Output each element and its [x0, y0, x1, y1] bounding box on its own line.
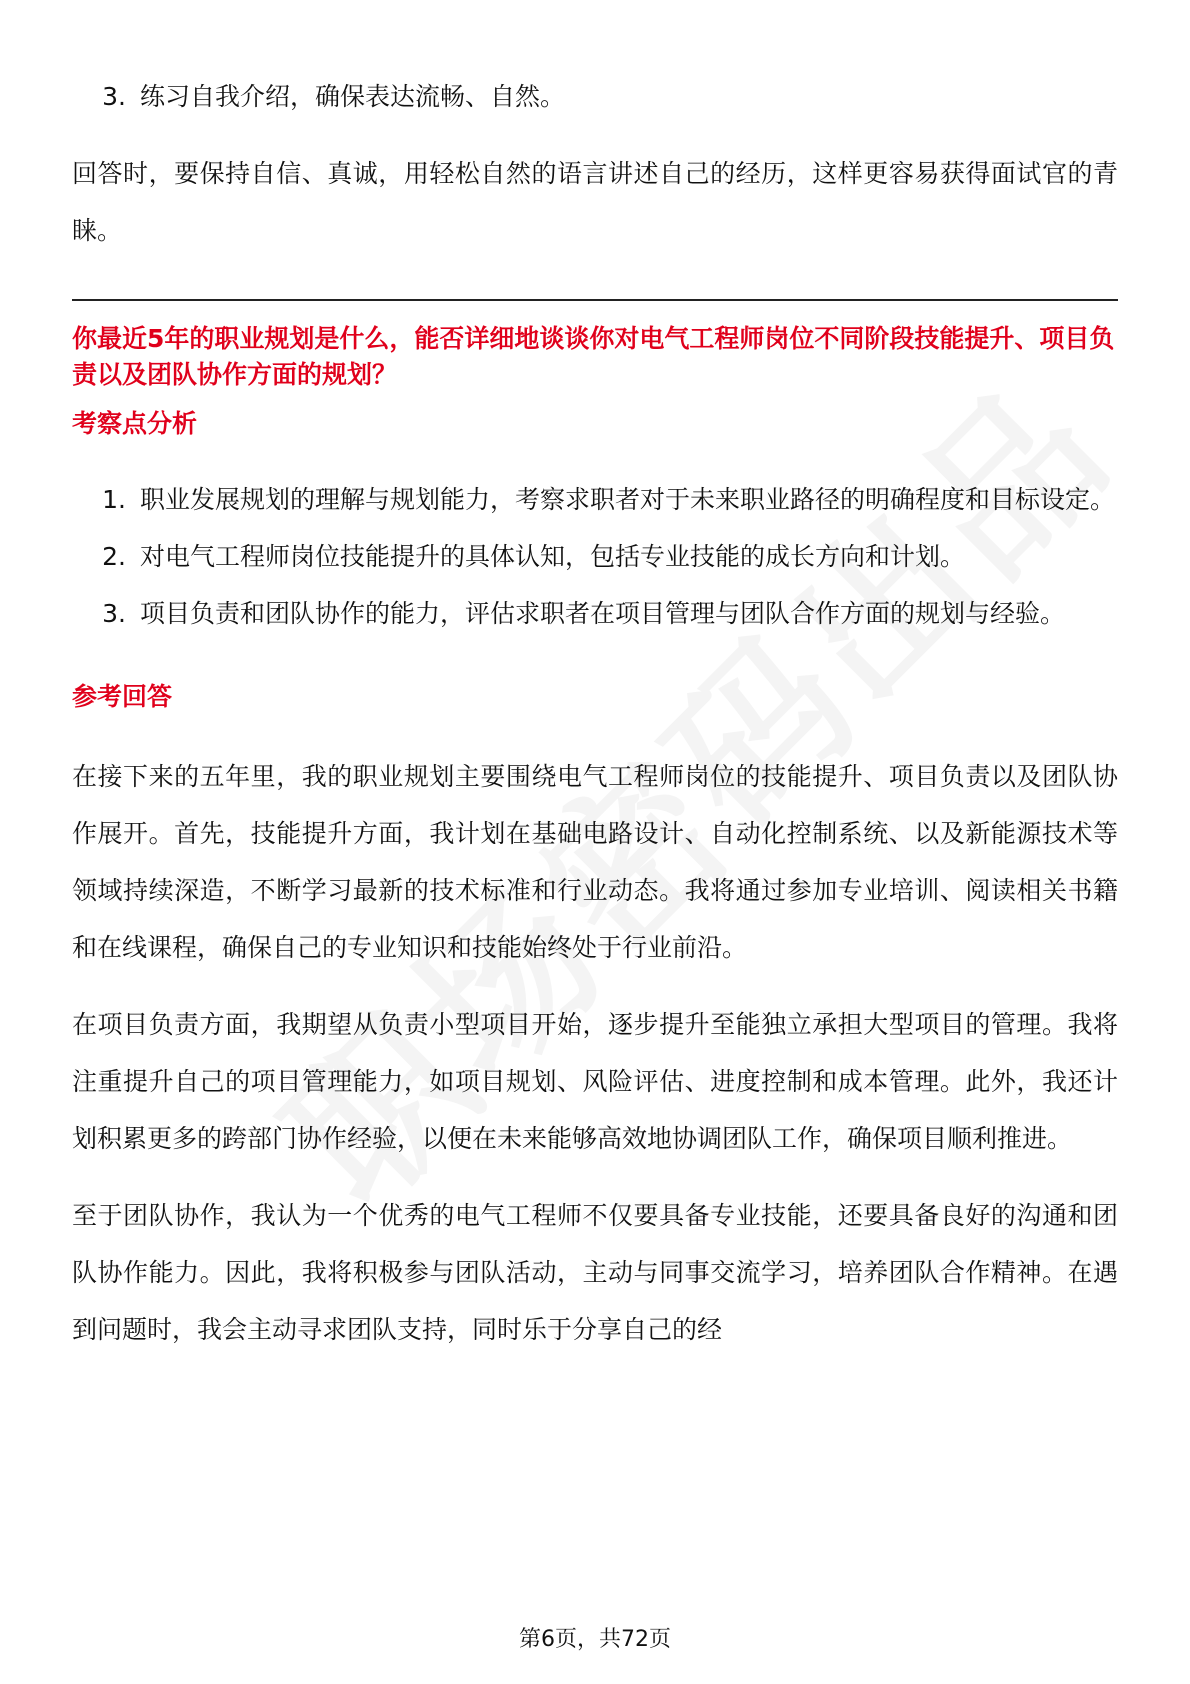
list-item-text: 职业发展规划的理解与规划能力，考察求职者对于未来职业路径的明确程度和目标设定。: [140, 485, 1116, 514]
list-item: [72, 585, 1118, 642]
page-content: [72, 68, 1118, 1358]
list-item: [72, 471, 1118, 528]
question-title: 你最近5年的职业规划是什么，能否详细地谈谈你对电气工程师岗位不同阶段技能提升、项目负责以及团队协作方面的规划？: [72, 324, 1115, 389]
reference-paragraph: 在项目负责方面，我期望从负责小型项目开始，逐步提升至能独立承担大型项目的管理。我将注重提升自己的项目管理能力，如项目规划、风险评估、进度控制和成本管理。此外，我还计划积累更多的跨部门协作经验，以便在未来能够高效地协调团队工作，确保项目顺利推进。: [72, 1010, 1118, 1153]
analysis-list: [72, 471, 1118, 642]
analysis-heading: 考察点分析: [72, 409, 198, 438]
page-number-footer: 第6页，共72页: [519, 1627, 671, 1652]
list-item-number: 2.: [102, 542, 126, 571]
list-item-number: 3.: [102, 599, 126, 628]
reference-heading: 参考回答: [72, 682, 173, 711]
list-item: [72, 68, 1118, 125]
answer-tip-paragraph: 回答时，要保持自信、真诚，用轻松自然的语言讲述自己的经历，这样更容易获得面试官的青睐。: [72, 159, 1118, 245]
reference-paragraph: 至于团队协作，我认为一个优秀的电气工程师不仅要具备专业技能，还要具备良好的沟通和团队协作能力。因此，我将积极参与团队活动，主动与同事交流学习，培养团队合作精神。在遇到问题时，我会主动寻求团队支持，同时乐于分享自己的经: [72, 1201, 1118, 1344]
list-item-text: 练习自我介绍，确保表达流畅、自然。: [140, 82, 566, 111]
list-item-number: 3.: [102, 82, 126, 111]
list-item-number: 1.: [102, 485, 126, 514]
list-item-text: 项目负责和团队协作的能力，评估求职者在项目管理与团队合作方面的规划与经验。: [140, 599, 1066, 628]
list-item: [72, 528, 1118, 585]
reference-paragraph: 在接下来的五年里，我的职业规划主要围绕电气工程师岗位的技能提升、项目负责以及团队协作展开。首先，技能提升方面，我计划在基础电路设计、自动化控制系统、以及新能源技术等领域持续深造，不断学习最新的技术标准和行业动态。我将通过参加专业培训、阅读相关书籍和在线课程，确保自己的专业知识和技能始终处于行业前沿。: [72, 762, 1118, 962]
list-item-text: 对电气工程师岗位技能提升的具体认知，包括专业技能的成长方向和计划。: [140, 542, 966, 571]
